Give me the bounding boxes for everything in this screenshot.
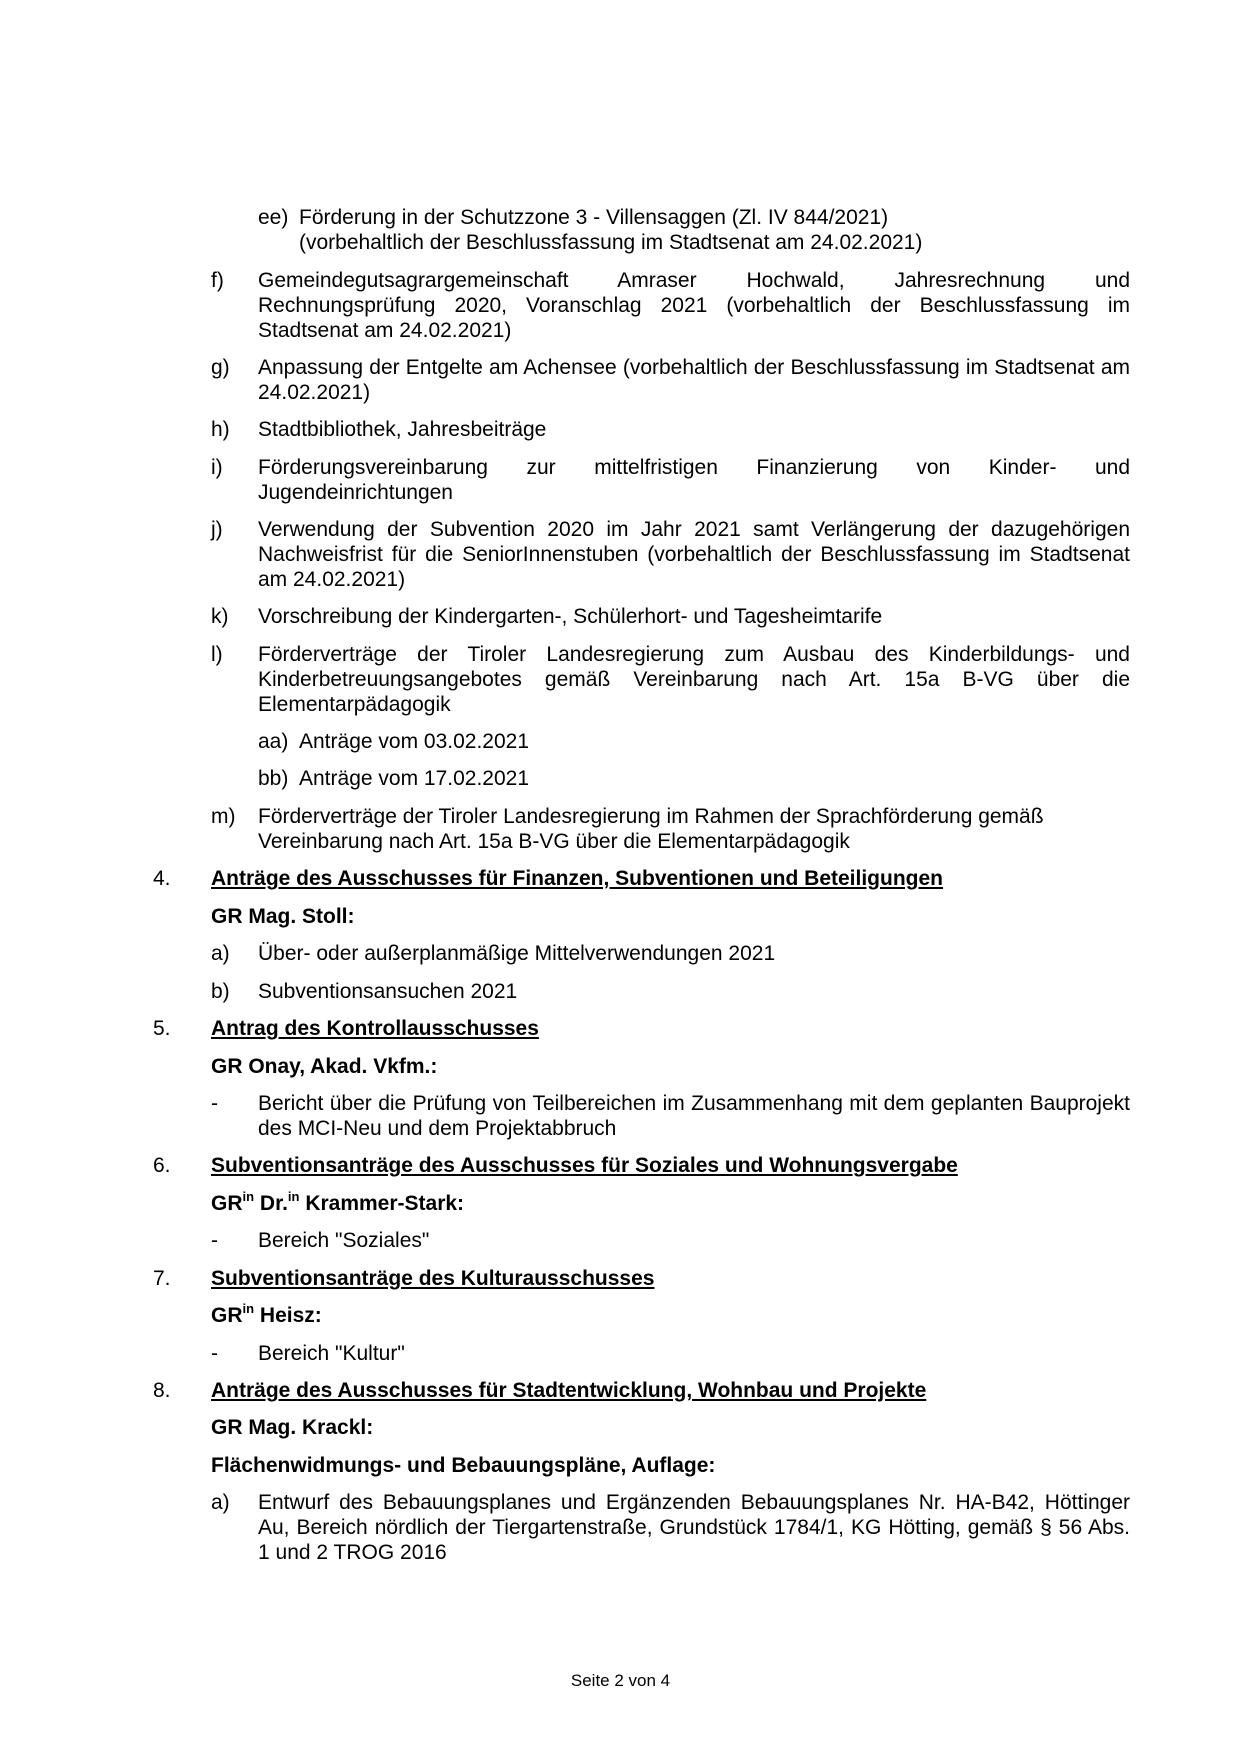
- item-text: Verwendung der Subvention 2020 im Jahr 2021 samt Verlängerung der dazugehörigen Nachweisfrist für die SeniorInnenstuben (vorbehaltlich der Beschlussfassung im Stadtsenat am 24.02.2021): [258, 518, 1130, 591]
- section-title: Subventionsanträge des Ausschusses für Soziales und Wohnungsvergabe: [211, 1154, 958, 1177]
- item-text: Vorschreibung der Kindergarten-, Schülerhort- und Tagesheimtarife: [258, 605, 883, 628]
- item-label: bb): [258, 767, 289, 790]
- item-text: Anpassung der Entgelte am Achensee (vorbehaltlich der Beschlussfassung im Stadtsenat am 24.02.2021): [258, 356, 1130, 404]
- item-label: aa): [258, 730, 289, 753]
- section-title: Antrag des Kontrollausschusses: [211, 1017, 539, 1040]
- item-text: Förderverträge der Tiroler Landesregierung zum Ausbau des Kinderbildungs- und Kinderbetreuungsangebotes gemäß Vereinbarung nach Art. 15a B-VG über die Elementarpädagogik: [258, 643, 1130, 716]
- item-text: Förderung in der Schutzzone 3 - Villensaggen (Zl. IV 844/2021): [299, 206, 889, 229]
- item-label: a): [211, 1491, 230, 1514]
- item-label: g): [211, 356, 230, 379]
- section-number: 5.: [153, 1017, 171, 1040]
- item-label: j): [211, 518, 223, 541]
- item-text: Stadtbibliothek, Jahresbeiträge: [258, 418, 547, 441]
- subheading: Flächenwidmungs- und Bebauungspläne, Auflage:: [211, 1454, 716, 1477]
- section-number: 6.: [153, 1154, 171, 1177]
- item-label: ee): [258, 206, 289, 229]
- speaker: GR Onay, Akad. Vkfm.:: [211, 1055, 438, 1078]
- page-footer: Seite 2 von 4: [570, 1671, 671, 1690]
- item-label: b): [211, 980, 230, 1003]
- item-label: m): [211, 805, 236, 828]
- item-text: Entwurf des Bebauungsplanes und Ergänzenden Bebauungsplanes Nr. HA-B42, Höttinger Au, Bereich nördlich der Tiergartenstraße, Grundstück 1784/1, KG Hötting, gemäß § 56 Abs. 1 und 2 TROG 2016: [258, 1491, 1130, 1564]
- item-text: Bereich "Soziales": [258, 1229, 430, 1252]
- item-label: -: [211, 1342, 218, 1365]
- section-number: 4.: [153, 867, 171, 890]
- section-title: Anträge des Ausschusses für Stadtentwicklung, Wohnbau und Projekte: [211, 1379, 927, 1402]
- item-label: i): [211, 456, 223, 479]
- section-number: 7.: [153, 1267, 171, 1290]
- item-label: a): [211, 942, 230, 965]
- item-text: Über- oder außerplanmäßige Mittelverwendungen 2021: [258, 942, 776, 965]
- item-label: -: [211, 1092, 218, 1115]
- item-label: h): [211, 418, 230, 441]
- item-label: -: [211, 1229, 218, 1252]
- item-label: l): [211, 643, 223, 666]
- item-text: Förderverträge der Tiroler Landesregierung im Rahmen der Sprachförderung gemäß Vereinbarung nach Art. 15a B-VG über die Elementarpädagogik: [258, 805, 1044, 853]
- item-text: Bereich "Kultur": [258, 1342, 405, 1365]
- item-text: Anträge vom 17.02.2021: [299, 767, 529, 790]
- item-text: Förderungsvereinbarung zur mittelfristigen Finanzierung von Kinder- und Jugendeinrichtungen: [258, 456, 1130, 504]
- speaker: GR Mag. Krackl:: [211, 1416, 374, 1439]
- speaker: GR Mag. Stoll:: [211, 905, 355, 928]
- item-text: Subventionsansuchen 2021: [258, 980, 518, 1003]
- section-number: 8.: [153, 1379, 171, 1402]
- item-label: f): [211, 269, 224, 292]
- item-text: Gemeindegutsagrargemeinschaft Amraser Hochwald, Jahresrechnung und Rechnungsprüfung 2020, Voranschlag 2021 (vorbehaltlich der Beschlussfassung im Stadtsenat am 24.02.2021): [258, 269, 1130, 342]
- item-label: k): [211, 605, 229, 628]
- item-text: Bericht über die Prüfung von Teilbereichen im Zusammenhang mit dem geplanten Bauprojekt des MCI-Neu und dem Projektabbruch: [258, 1092, 1130, 1140]
- section-title: Subventionsanträge des Kulturausschusses: [211, 1267, 655, 1290]
- section-title: Anträge des Ausschusses für Finanzen, Subventionen und Beteiligungen: [211, 867, 943, 890]
- item-note: (vorbehaltlich der Beschlussfassung im Stadtsenat am 24.02.2021): [299, 231, 923, 254]
- speaker: $GR^{in}$ Dr.$^{in}$ Krammer-Stark:: [211, 1189, 465, 1215]
- speaker: $GR^{in}$ Heisz:: [211, 1301, 322, 1327]
- item-text: Anträge vom 03.02.2021: [299, 730, 529, 753]
